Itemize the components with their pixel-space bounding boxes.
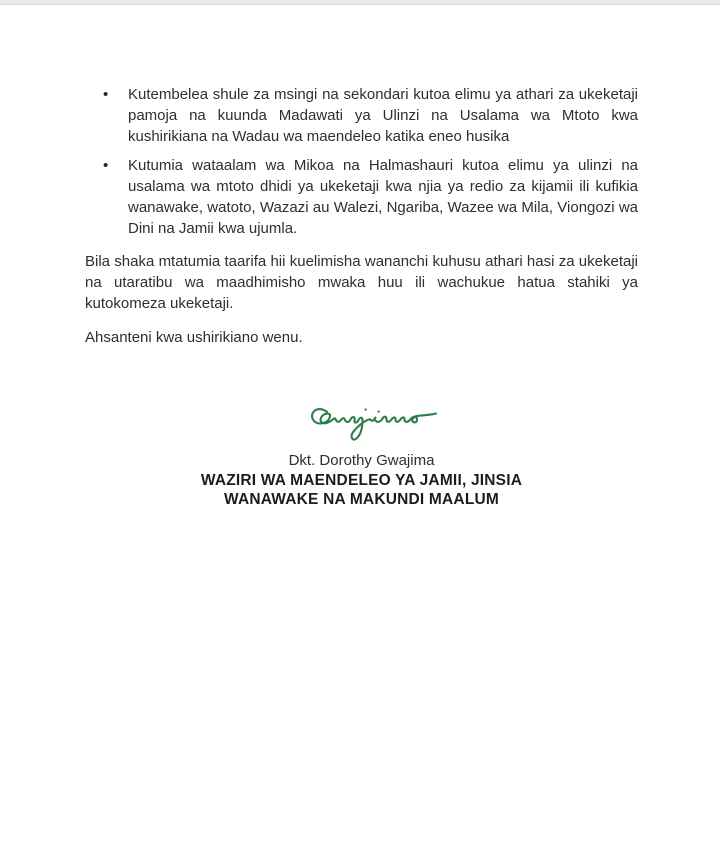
handwritten-signature	[303, 402, 451, 448]
signatory-name: Dkt. Dorothy Gwajima	[288, 452, 435, 469]
scan-edge-strip	[0, 0, 720, 5]
bullet-list	[85, 84, 638, 239]
bullet-item-experts	[85, 155, 638, 239]
bullet-item-schools	[85, 84, 638, 147]
signatory-block	[85, 451, 638, 509]
closing-paragraph: Bila shaka mtatumia taarifa hii kuelimisha wananchi kuhusu athari hasi za ukeketaji na utaratibu wa maadhimisho mwaka huu ili wachukue hatua stahiki ya kutokomeza ukeketaji.	[85, 253, 638, 312]
signatory-title-line2: WANAWAKE NA MAKUNDI MAALUM	[224, 491, 499, 508]
bullet-icon: •	[103, 86, 109, 103]
signature-strokes	[312, 409, 436, 440]
bullet-icon: •	[103, 157, 109, 174]
thanks-line: Ahsanteni kwa ushirikiano wenu.	[85, 329, 303, 346]
signature-image	[303, 402, 451, 448]
bullet-text: Kutembelea shule za msingi na sekondari kutoa elimu ya athari za ukeketaji pamoja na kuunda Madawati ya Ulinzi na Usalama wa Mtoto kwa kushirikiana na Wadau wa maendeleo katika eneo husika	[128, 86, 638, 145]
signatory-title-line1: WAZIRI WA MAENDELEO YA JAMII, JINSIA	[200, 472, 523, 489]
bullet-text: Kutumia wataalam wa Mikoa na Halmashauri kutoa elimu ya ulinzi na usalama wa mtoto dhidi ya ukeketaji kwa njia ya redio za kijamii ili kufikia wanawake, watoto, Wazazi au Walezi, Ngariba, Wazee wa Mila, Viongozi wa Dini na Jamii kwa ujumla.	[128, 157, 638, 237]
letter-body	[85, 84, 638, 509]
